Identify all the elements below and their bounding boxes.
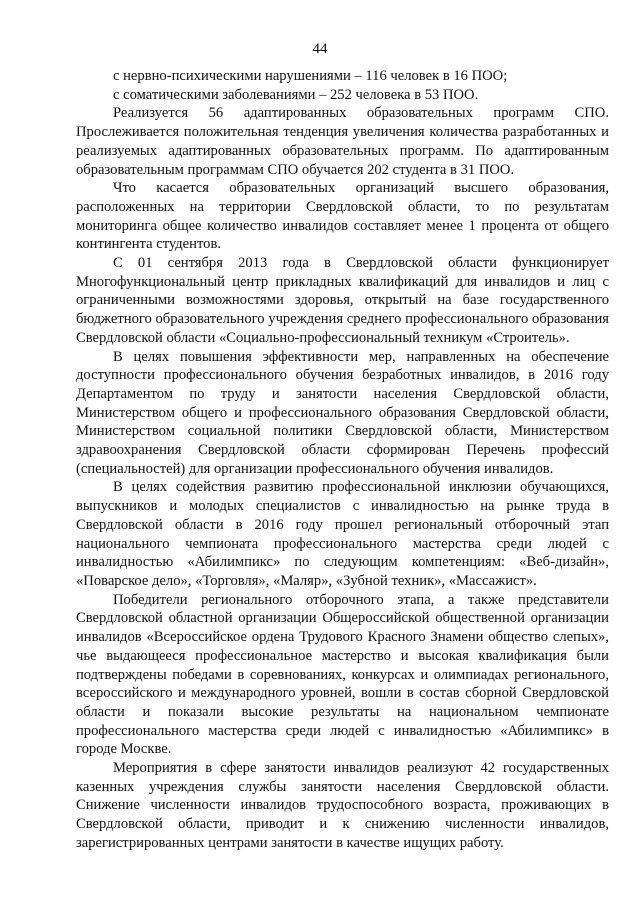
paragraph-somatic: с соматическими заболеваниями – 252 человека в 53 ПОО. [113, 86, 479, 103]
paragraph-employment: Мероприятия в сфере занятости инвалидов реализуют 42 государственных казенных учреждения службы занятости населения Свердловской области. Снижение численности инвалидов трудоспособного возраста, проживающих в Свердловской области, приводит и к снижению численности инвалидов, зарегистрированных центрами занятости в качестве ищущих работу. [76, 760, 609, 851]
paragraph-qualification-center: С 01 сентября 2013 года в Свердловской области функционирует Многофункциональный центр прикладных квалификаций для инвалидов и лиц с ограниченными возможностями здоровья, открытый на базе государственного бюджетного образовательного учреждения среднего профессионального образования Свердловской области «Социально-профессиональный техникум «Строитель». [76, 255, 609, 346]
paragraph-winners: Победители регионального отборочного этапа, а также представители Свердловской областной организации Общероссийской общественной организации инвалидов «Всероссийское ордена Трудового Красного Знамени общество слепых», чье выдающееся профессиональное мастерство и высокая квалификация были подтверждены победами в соревнованиях, конкурсах и олимпиадах регионального, всероссийского и международного уровней, вошли в состав сборной Свердловской области и показали высокие результаты на национальном чемпионате профессионального мастерства среди людей с инвалидностью «Абилимпикс» в городе Москве. [76, 591, 609, 758]
paragraph-higher-education: Что касается образовательных организаций высшего образования, расположенных на территории Свердловской области, то по результатам мониторинга общее количество инвалидов составляет менее 1 процента от общего контингента студентов. [76, 180, 609, 253]
paragraph-abilympics-stage: В целях содействия развитию профессиональной инклюзии обучающихся, выпускников и молодых специалистов с инвалидностью на рынке труда в Свердловской области в 2016 году прошел региональный отборочный этап национального чемпионата профессионального мастерства среди людей с инвалидностью «Абилимпикс» по следующим компетенциям: «Веб-дизайн», «Поварское дело», «Торговля», «Маляр», «Зубной техник», «Массажист». [76, 479, 609, 589]
paragraph-spo-programs: Реализуется 56 адаптированных образовательных программ СПО. Прослеживается положительная тенденция увеличения количества разработанных и реализуемых адаптированных образовательных программ. По адаптированным образовательным программам СПО обучается 202 студента в 31 ПОО. [76, 105, 609, 178]
paragraph-neuro: с нервно-психическими нарушениями – 116 человек в 16 ПОО; [113, 68, 508, 84]
paragraph-professions-list: В целях повышения эффективности мер, направленных на обеспечение доступности профессионального обучения безработных инвалидов, в 2016 году Департаментом по труду и занятости населения Свердловской области, Министерством общего и профессионального образования Свердловской области, Министерством социальной политики Свердловской области, Министерством здравоохранения Свердловской области сформирован Перечень профессий (специальностей) для организации профессионального обучения инвалидов. [76, 348, 609, 477]
page-number: 44 [312, 41, 328, 57]
body-text [76, 67, 609, 853]
